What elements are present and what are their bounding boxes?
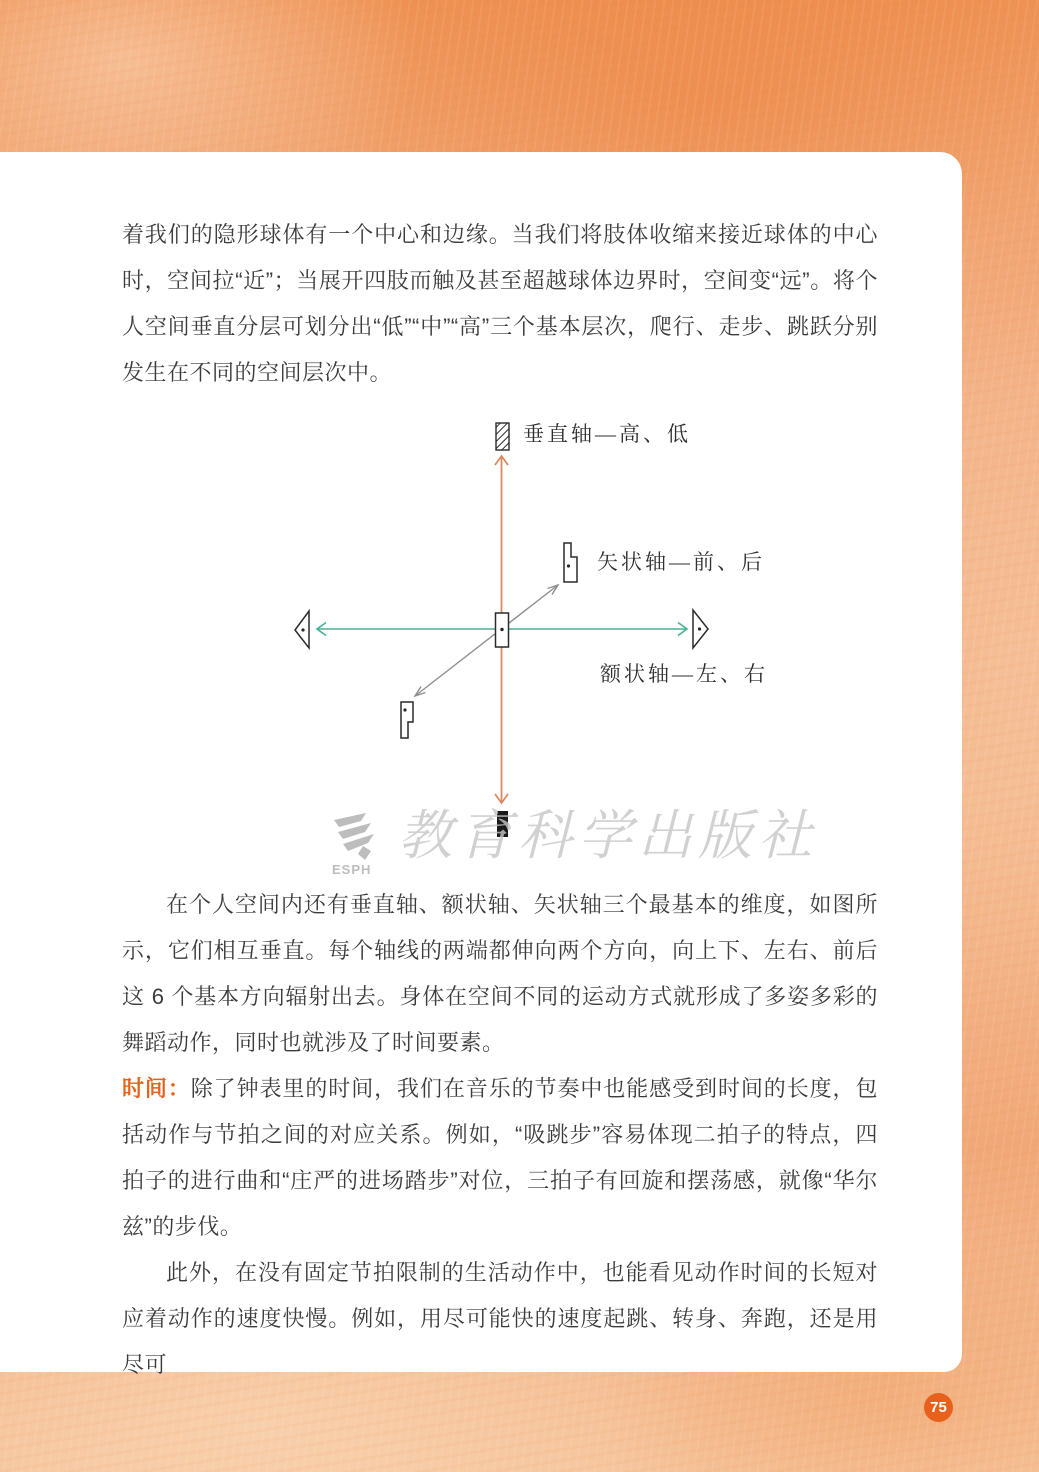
sagittal-axis-line: [415, 585, 558, 696]
body-paragraph-time: [122, 1066, 878, 1250]
body-paragraph-space: 着我们的隐形球体有一个中心和边缘。当我们将肢体收缩来接近球体的中心时，空间拉“近”；当展开四肢而触及甚至超越球体边界时，空间变“远”。将个人空间垂直分层可划分出“低”“中”“高”三个基本层次，爬行、走步、跳跃分别发生在不同的空间层次中。: [122, 222, 878, 385]
time-keyword-label: 时间：: [122, 1076, 191, 1101]
front-end-marker: [564, 543, 577, 582]
publisher-watermark-text: 教育科学出版社: [398, 806, 818, 866]
left-end-marker: [295, 611, 309, 648]
publisher-logo-text: ESPH: [332, 862, 372, 877]
right-end-marker: [693, 610, 708, 648]
body-paragraph-axes: 在个人空间内还有垂直轴、额状轴、矢状轴三个最基本的维度，如图所示，它们相互垂直。每个轴线的两端都伸向两个方向，向上下、左右、前后这 6 个基本方向辐射出去。身体在空间不同的运动方式就形成了多姿多彩的舞蹈动作，同时也就涉及了时间要素。: [122, 892, 878, 1055]
low-end-marker: [497, 811, 508, 837]
vertical-axis-label: 垂直轴—高、低: [523, 422, 691, 446]
sagittal-axis-label: 矢状轴—前、后: [597, 550, 765, 574]
axes-diagram: [0, 152, 962, 912]
text-section-bottom: [122, 882, 878, 1388]
time-paragraph-text: 除了钟表里的时间，我们在音乐的节奏中也能感受到时间的长度，包括动作与节拍之间的对应关系。例如，“吸跳步”容易体现二拍子的特点，四拍子的进行曲和“庄严的进场踏步”对位，三拍子有回旋和摆荡感，就像“华尔兹”的步伐。: [122, 1076, 878, 1239]
frontal-axis-label: 额状轴—左、右: [600, 662, 768, 686]
back-end-marker: [401, 702, 413, 738]
body-paragraph-tempo: 此外，在没有固定节拍限制的生活动作中，也能看见动作时间的长短对应着动作的速度快慢。例如，用尽可能快的速度起跳、转身、奔跑，还是用尽可: [122, 1260, 878, 1377]
page-number: 75: [930, 1399, 947, 1416]
high-end-marker: [496, 423, 509, 450]
content-card: [0, 152, 962, 1377]
center-body-marker: [496, 613, 509, 647]
page-number-badge: [924, 1393, 953, 1422]
